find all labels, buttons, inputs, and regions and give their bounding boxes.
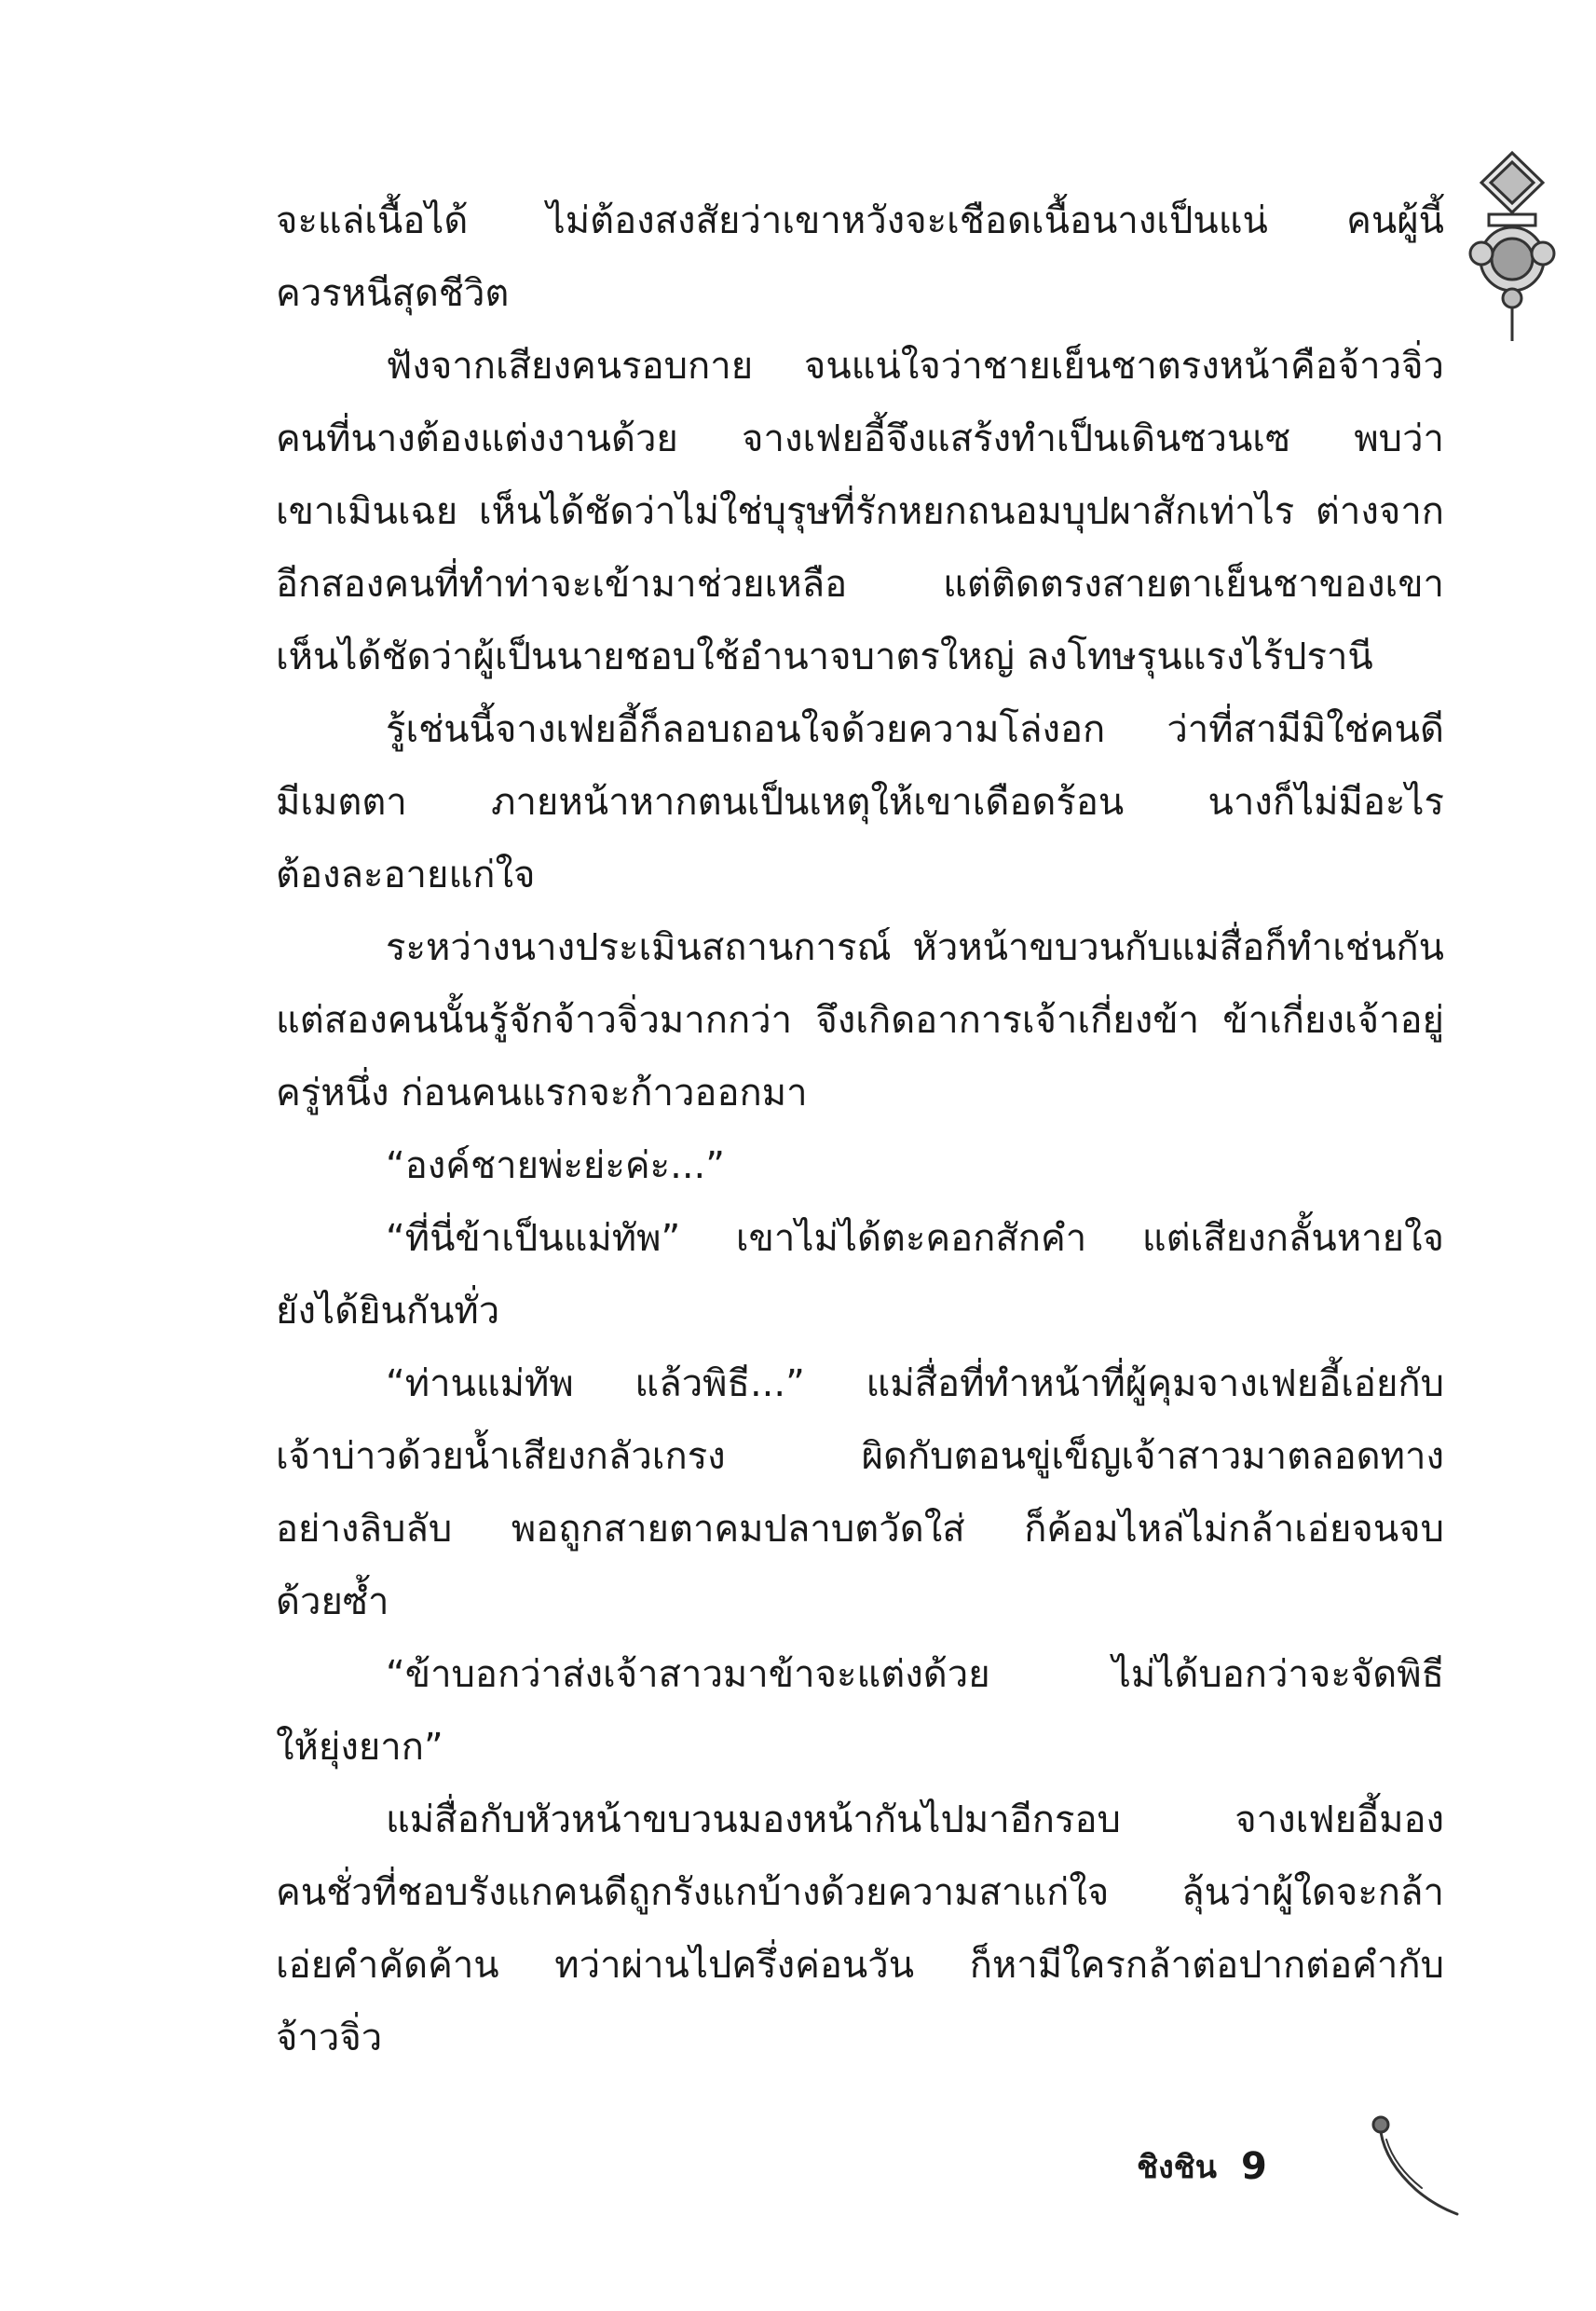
- brush-icon: [1360, 2108, 1463, 2220]
- body-line: ระหว่างนางประเมินสถานการณ์ หัวหน้าขบวนกับแม่สื่อก็ทำเช่นกัน: [386, 926, 1444, 969]
- body-line: “ข้าบอกว่าส่งเจ้าสาวมาข้าจะแต่งด้วย ไม่ได้บอกว่าจะจัดพิธี: [386, 1653, 1444, 1696]
- body-line: ควรหนีสุดชีวิต: [276, 272, 510, 315]
- body-line: แม่สื่อกับหัวหน้าขบวนมองหน้ากันไปมาอีกรอบ จางเฟยอี้มอง: [386, 1798, 1444, 1841]
- body-line: จ้าวจิ่ว: [276, 2017, 383, 2059]
- body-line: ฟังจากเสียงคนรอบกาย จนแน่ใจว่าชายเย็นชาตรงหน้าคือจ้าวจิ่ว: [386, 345, 1444, 388]
- hanging-ornament-icon: [1461, 149, 1563, 345]
- body-line: ด้วยซ้ำ: [276, 1580, 389, 1623]
- body-line: ให้ยุ่งยาก”: [276, 1726, 443, 1769]
- body-line: เจ้าบ่าวด้วยน้ำเสียงกลัวเกรง ผิดกับตอนขู่เข็ญเจ้าสาวมาตลอดทาง: [276, 1435, 1444, 1478]
- body-line: ต้องละอายแก่ใจ: [276, 854, 536, 896]
- body-text: [276, 185, 1444, 2074]
- body-line: รู้เช่นนี้จางเฟยอี้ก็ลอบถอนใจด้วยความโล่งอก ว่าที่สามีมิใช่คนดี: [386, 708, 1444, 751]
- body-line: “ที่นี่ข้าเป็นแม่ทัพ” เขาไม่ได้ตะคอกสักคำ แต่เสียงกลั้นหายใจ: [386, 1217, 1444, 1260]
- body-line: “ท่านแม่ทัพ แล้วพิธี...” แม่สื่อที่ทำหน้าที่ผู้คุมจางเฟยอี้เอ่ยกับ: [386, 1362, 1444, 1405]
- body-line: คนที่นางต้องแต่งงานด้วย จางเฟยอี้จึงแสร้งทำเป็นเดินซวนเซ พบว่า: [276, 417, 1444, 460]
- body-line: จะแล่เนื้อได้ ไม่ต้องสงสัยว่าเขาหวังจะเชือดเนื้อนางเป็นแน่ คนผู้นี้: [276, 199, 1444, 242]
- body-line: อย่างลิบลับ พอถูกสายตาคมปลาบตวัดใส่ ก็ค้อมไหล่ไม่กล้าเอ่ยจนจบ: [276, 1508, 1444, 1551]
- running-title: ชิงชิน: [1137, 2149, 1217, 2186]
- body-line: เขาเมินเฉย เห็นได้ชัดว่าไม่ใช่บุรุษที่รักหยกถนอมบุปผาสักเท่าไร ต่างจาก: [276, 490, 1444, 533]
- body-line: “องค์ชายพ่ะย่ะค่ะ...”: [386, 1144, 725, 1187]
- page-number: 9: [1241, 2145, 1267, 2188]
- body-line: เห็นได้ชัดว่าผู้เป็นนายชอบใช้อำนาจบาตรใหญ่ ลงโทษรุนแรงไร้ปรานี: [276, 636, 1373, 678]
- body-line: คนชั่วที่ชอบรังแกคนดีถูกรังแกบ้างด้วยความสาแก่ใจ ลุ้นว่าผู้ใดจะกล้า: [276, 1871, 1444, 1914]
- body-line: อีกสองคนที่ทำท่าจะเข้ามาช่วยเหลือ แต่ติดตรงสายตาเย็นชาของเขา: [276, 563, 1444, 606]
- body-line: เอ่ยคำคัดค้าน ทว่าผ่านไปครึ่งค่อนวัน ก็หามีใครกล้าต่อปากต่อคำกับ: [276, 1944, 1444, 1987]
- body-line: ครู่หนึ่ง ก่อนคนแรกจะก้าวออกมา: [276, 1072, 808, 1114]
- body-line: แต่สองคนนั้นรู้จักจ้าวจิ่วมากกว่า จึงเกิดอาการเจ้าเกี่ยงข้า ข้าเกี่ยงเจ้าอยู่: [276, 999, 1444, 1042]
- body-line: ยังได้ยินกันทั่ว: [276, 1290, 500, 1333]
- page-footer: [1137, 2134, 1267, 2199]
- body-line: มีเมตตา ภายหน้าหากตนเป็นเหตุให้เขาเดือดร้อน นางก็ไม่มีอะไร: [276, 781, 1444, 824]
